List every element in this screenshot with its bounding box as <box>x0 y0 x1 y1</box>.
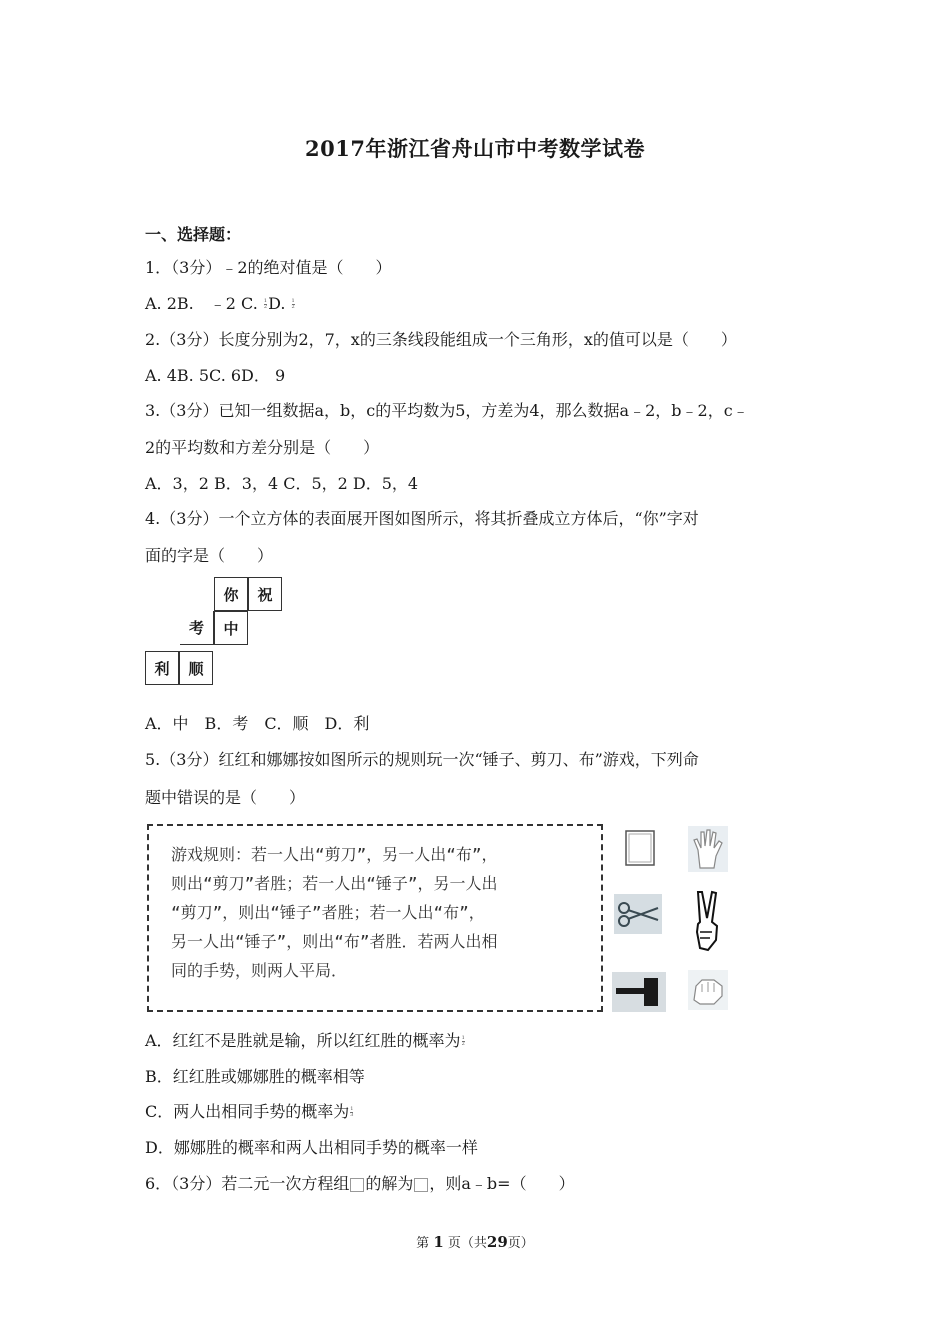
hammer-icon <box>612 972 666 1012</box>
victory-hand-icon <box>690 888 726 954</box>
question-4-stem-line2: 面的字是（ ） <box>145 546 274 565</box>
cube-net-figure <box>145 577 290 687</box>
net-cell-zhu: 祝 <box>248 577 282 611</box>
question-3-stem-line1: 3.（3分）已知一组数据a，b，c的平均数为5，方差为4，那么数据a﹣2，b﹣2，c﹣ <box>145 401 749 420</box>
q1-fraction-c: $\frac{1}{2}$ <box>263 298 268 310</box>
question-2-stem: 2.（3分）长度分别为2，7，x的三条线段能组成一个三角形，x的值可以是（ ） <box>145 330 737 349</box>
q5-fraction-c: $\frac{1}{3}$ <box>350 1106 354 1118</box>
paper-sheet-icon <box>620 828 660 868</box>
page-footer: 第 1 页（共29页） <box>416 1233 534 1251</box>
net-cell-kao: 考 <box>180 611 214 645</box>
question-1-options <box>145 294 296 314</box>
question-3-stem-line2: 2的平均数和方差分别是（ ） <box>145 438 380 457</box>
q1-fraction-d: $\frac{1}{2}$ <box>291 298 295 310</box>
game-rules-text: 游戏规则：若一人出“剪刀”，另一人出“布”， 则出“剪刀”者胜；若一人出“锤子”，另一人出 “剪刀”，则出“锤子”者胜；若一人出“布”， 另一人出“锤子”，则出“布”者胜．若两人出相 同的手势，则两人平局． <box>171 845 498 980</box>
question-6-stem: 6．（3分）若二元一次方程组 的解为 ，则a﹣b=（ ） <box>145 1174 575 1193</box>
question-5-option-d: D．娜娜胜的概率和两人出相同手势的概率一样 <box>145 1138 478 1157</box>
net-cell-li: 利 <box>145 651 179 685</box>
net-cell-ni: 你 <box>214 577 248 611</box>
fist-icon <box>688 970 728 1010</box>
solution-image <box>414 1178 428 1192</box>
question-5-stem-line1: 5.（3分）红红和娜娜按如图所示的规则玩一次“锤子、剪刀、布”游戏，下列命 <box>145 750 699 769</box>
equation-system-image <box>350 1178 364 1192</box>
question-1-stem: 1．（3分）﹣2的绝对值是（ ） <box>145 258 392 277</box>
net-cell-zhong: 中 <box>214 611 248 645</box>
q1-options-a-b: A. 2B. ﹣2 C. <box>145 294 263 313</box>
question-5-option-a: A．红红不是胜就是输，所以红红胜的概率为 $\frac{1}{2}$ <box>145 1031 465 1050</box>
page-title: 2017年浙江省舟山市中考数学试卷 <box>305 136 645 161</box>
q5-fraction-a: $\frac{1}{2}$ <box>461 1035 465 1047</box>
game-rules-box <box>147 824 603 1012</box>
question-5-option-c: C．两人出相同手势的概率为 $\frac{1}{3}$ <box>145 1102 354 1121</box>
question-5-option-b: B．红红胜或娜娜胜的概率相等 <box>145 1067 365 1086</box>
question-4-stem-line1: 4.（3分）一个立方体的表面展开图如图所示，将其折叠成立方体后，“你”字对 <box>145 509 699 528</box>
scissors-icon <box>614 894 662 934</box>
current-page-number: 1 <box>433 1233 444 1251</box>
section-heading: 一、选择题： <box>145 225 242 244</box>
question-3-options: A．3，2 B．3，4 C．5，2 D．5，4 <box>145 474 419 493</box>
question-4-options: A．中 B．考 C．顺 D．利 <box>145 714 370 733</box>
q1-option-d: D. <box>268 294 291 313</box>
open-hand-icon <box>688 826 728 872</box>
question-5-stem-line2: 题中错误的是（ ） <box>145 788 306 807</box>
question-2-options: A. 4B. 5C. 6D． 9 <box>145 366 286 385</box>
net-cell-shun: 顺 <box>179 651 213 685</box>
total-pages: 29 <box>486 1233 508 1251</box>
